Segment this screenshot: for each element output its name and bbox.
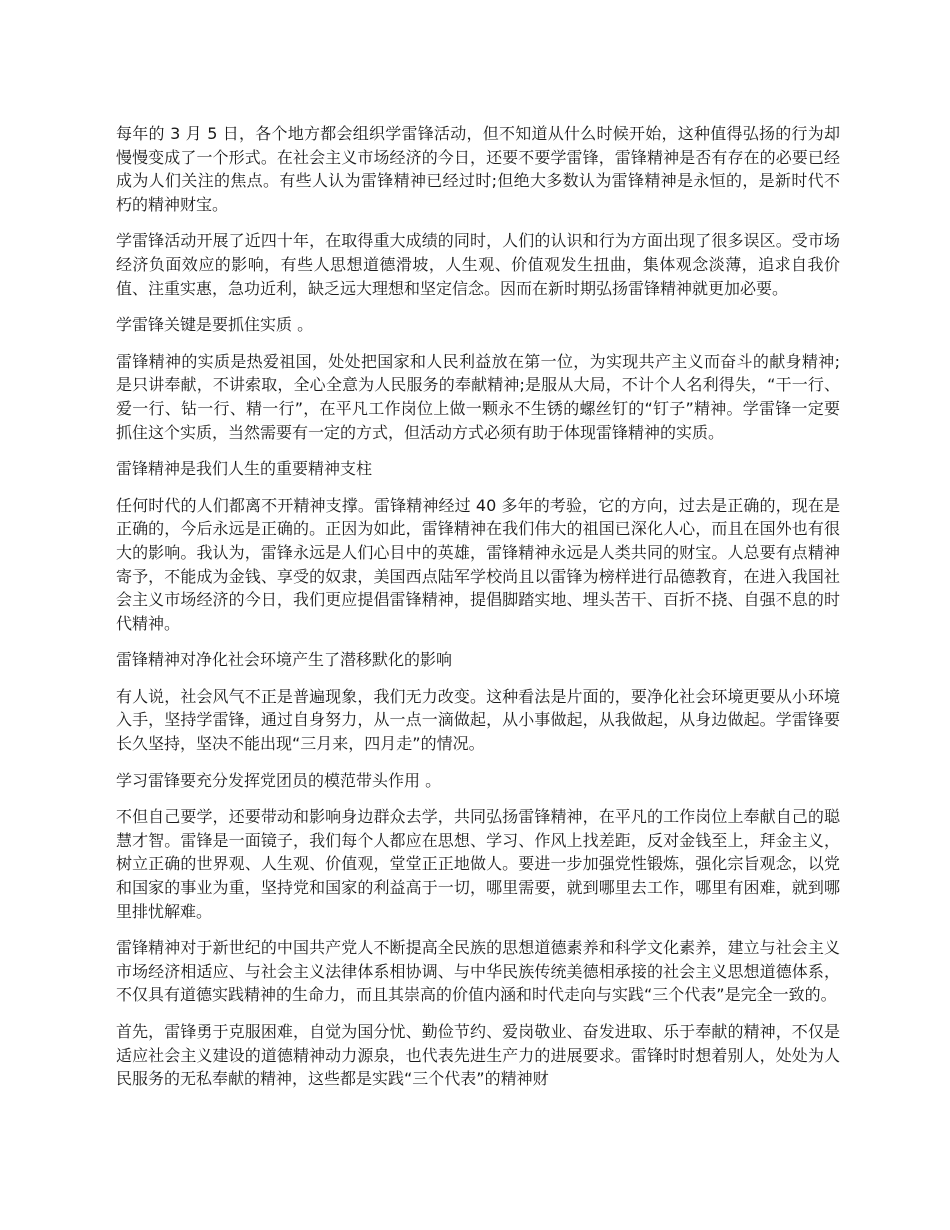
- paragraph-essence: 雷锋精神的实质是热爱祖国，处处把国家和人民利益放在第一位，为实现共产主义而奋斗的献身精神;是只讲奉献，不讲索取，全心全意为人民服务的奉献精神;是服从大局，不计个人名利得失，“干一行、爱一行、钻一行、精一行”，在平凡工作岗位上做一颗永不生锈的螺丝钉的“钉子”精神。学雷锋一定要抓住这个实质，当然需要有一定的方式，但活动方式必须有助于体现雷锋精神的实质。: [116, 351, 840, 442]
- paragraph-new-century: 雷锋精神对于新世纪的中国共产党人不断提高全民族的思想道德素养和科学文化素养，建立与社会主义市场经济相适应、与社会主义法律体系相协调、与中华民族传统美德相承接的社会主义思想道德体系，不仅具有道德实践精神的生命力，而且其崇高的价值内涵和时代走向与实践“三个代表”是完全一致的。: [116, 938, 840, 1005]
- paragraph-pillar: 任何时代的人们都离不开精神支撑。雷锋精神经过 40 多年的考验，它的方向，过去是正确的，现在是正确的，今后永远是正确的。正因为如此，雷锋精神在我们伟大的祖国已深化人心，而且在国外也有很大的影响。我认为，雷锋永远是人们心目中的英雄，雷锋精神永远是人类共同的财宝。人总要有点精神寄予，不能成为金钱、享受的奴隶，美国西点陆军学校尚且以雷锋为榜样进行品德教育，在进入我国社会主义市场经济的今日，我们更应提倡雷锋精神，提倡脚踏实地、埋头苦干、百折不挠、自强不息的时代精神。: [116, 495, 840, 633]
- section-heading-essence: 学雷锋关键是要抓住实质 。: [116, 315, 314, 335]
- section-heading-party-role: 学习雷锋要充分发挥党团员的模范带头作用 。: [116, 770, 442, 790]
- paragraph-environment: 有人说，社会风气不正是普遍现象，我们无力改变。这种看法是片面的，要净化社会环境更要从小环境入手，坚持学雷锋，通过自身努力，从一点一滴做起，从小事做起，从我做起，从身边做起。学雷锋要长久坚持，坚决不能出现“三月来，四月走”的情况。: [116, 686, 840, 754]
- paragraph-history: 学雷锋活动开展了近四十年，在取得重大成绩的同时，人们的认识和行为方面出现了很多误区。受市场经济负面效应的影响，有些人思想道德滑坡，人生观、价值观发生扭曲，集体观念淡薄，追求自我价值、注重实惠，急功近利，缺乏远大理想和坚定信念。因而在新时期弘扬雷锋精神就更加必要。: [116, 231, 840, 298]
- section-heading-pillar: 雷锋精神是我们人生的重要精神支柱: [116, 459, 373, 479]
- document-page: [116, 122, 840, 1104]
- paragraph-first: 首先，雷锋勇于克服困难，自觉为国分忧、勤俭节约、爱岗敬业、奋发进取、乐于奉献的精神，不仅是适应社会主义建设的道德精神动力源泉，也代表先进生产力的进展要求。雷锋时时想着别人，处处为人民服务的无私奉献的精神，这些都是实践“三个代表”的精神财: [116, 1022, 840, 1089]
- paragraph-party-role: 不但自己要学，还要带动和影响身边群众去学，共同弘扬雷锋精神，在平凡的工作岗位上奉献自己的聪慧才智。雷锋是一面镜子，我们每个人都应在思想、学习、作风上找差距，反对金钱至上，拜金主义，树立正确的世界观、人生观、价值观，堂堂正正地做人。要进一步加强党性锻炼，强化宗旨观念，以党和国家的事业为重，坚持党和国家的利益高于一切，哪里需要，就到哪里去工作，哪里有困难，就到哪里排忧解难。: [116, 807, 840, 921]
- paragraph-intro: 每年的 3 月 5 日，各个地方都会组织学雷锋活动，但不知道从什么时候开始，这种值得弘扬的行为却慢慢变成了一个形式。在社会主义市场经济的今日，还要不要学雷锋，雷锋精神是否有存在的必要已经成为人们关注的焦点。有些人认为雷锋精神已经过时;但绝大多数认为雷锋精神是永恒的，是新时代不朽的精神财宝。: [116, 124, 840, 214]
- section-heading-environment: 雷锋精神对净化社会环境产生了潜移默化的影响: [116, 650, 453, 670]
